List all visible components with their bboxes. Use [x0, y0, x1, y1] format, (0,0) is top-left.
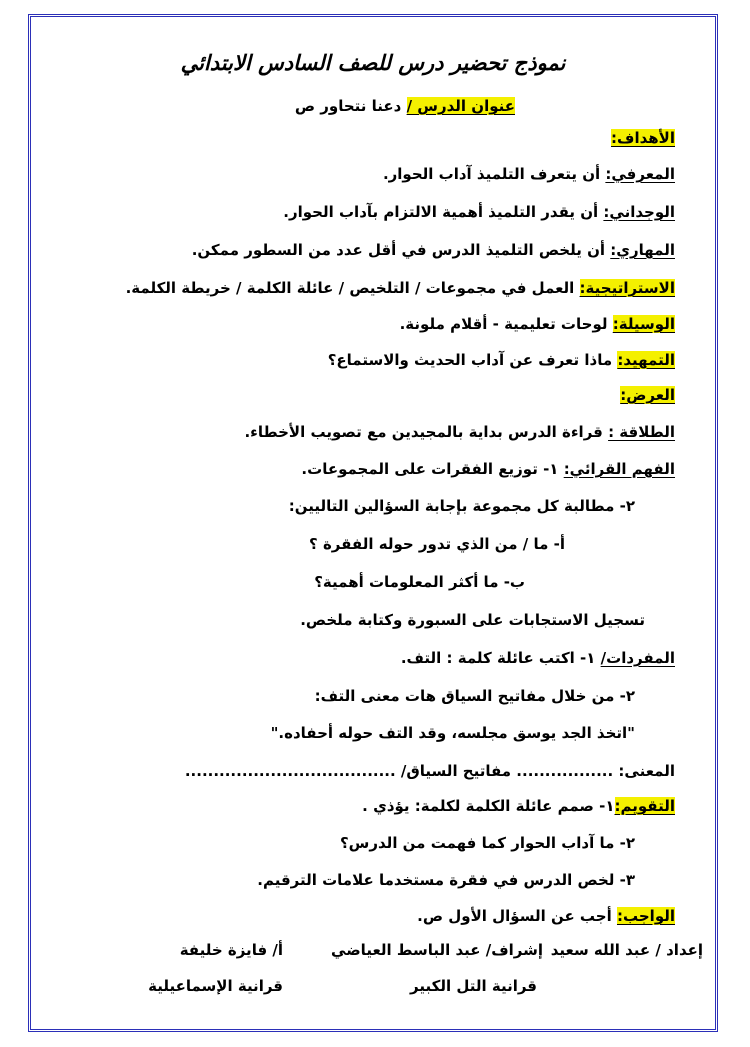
- lesson-title-value: دعنا نتحاور ص: [294, 97, 402, 115]
- vocab-text: ١- اكتب عائلة كلمة : التف.: [400, 649, 601, 667]
- homework-label: الواجب:: [616, 907, 675, 925]
- affective-text: أن يقدر التلميذ أهمية الالتزام بآداب الحوار.: [283, 203, 604, 221]
- comprehension-label: الفهم القرائي:: [563, 460, 675, 478]
- homework-text: أجب عن السؤال الأول ص.: [417, 907, 617, 925]
- fluency-label: الطلاقة :: [608, 423, 675, 441]
- affective-objective: [61, 201, 675, 223]
- page-title: نموذج تحضير درس للصف السادس الابتدائي: [180, 51, 566, 75]
- lesson-title-line: [61, 95, 515, 117]
- cognitive-objective: [61, 163, 675, 185]
- homework-line: [61, 905, 675, 927]
- presentation-heading: العرض:: [620, 386, 675, 404]
- evaluation-step-2: ٢- ما آداب الحوار كما فهمت من الدرس؟: [339, 834, 635, 852]
- comprehension-line: [61, 458, 675, 480]
- strategy-label: الاستراتيجية:: [579, 279, 675, 297]
- vocab-step-2: ٢- من خلال مفاتيح السياق هات معنى التف:: [314, 687, 635, 705]
- cognitive-text: أن يتعرف التلميذ آداب الحوار.: [382, 165, 606, 183]
- comprehension-record: تسجيل الاستجابات على السبورة وكتابة ملخص.: [300, 611, 645, 629]
- meaning-line: المعنى: ................. مفاتيح السياق/ .....................................: [184, 762, 675, 780]
- vocab-quote: "اتخذ الجد يوسق مجلسه، وقد التف حوله أحفاده.": [270, 724, 635, 742]
- strategy-line: [61, 277, 675, 299]
- lesson-title-label: عنوان الدرس /: [406, 97, 515, 115]
- fluency-line: [61, 421, 675, 443]
- objectives-heading: الأهداف:: [611, 129, 675, 147]
- evaluation-label: التقويم:: [614, 797, 675, 815]
- comprehension-step-2: ٢- مطالبة كل مجموعة بإجابة السؤالين التاليين:: [288, 497, 635, 515]
- page-frame: [28, 14, 718, 1032]
- evaluation-step-3: ٣- لخص الدرس في فقرة مستخدما علامات الترقيم.: [257, 871, 635, 889]
- vocab-line: [61, 647, 675, 669]
- comprehension-question-a: أ- ما / من الذي تدور حوله الفقرة ؟: [309, 535, 565, 553]
- supervised-by: إشراف/ عبد الباسط العياضي: [331, 941, 543, 959]
- means-line: [61, 313, 675, 335]
- presentation-heading-line: [61, 384, 675, 406]
- intro-text: ماذا تعرف عن آداب الحديث والاستماع؟: [327, 351, 618, 369]
- intro-label: التمهيد:: [617, 351, 675, 369]
- affective-label: الوجداني:: [603, 203, 675, 221]
- evaluation-text: ١- صمم عائلة الكلمة لكلمة: يؤذي .: [362, 797, 615, 815]
- skill-label: المهاري:: [610, 241, 675, 259]
- intro-line: [61, 349, 675, 371]
- teacher-name: أ/ فايزة خليفة: [179, 941, 283, 959]
- evaluation-line: [61, 795, 675, 817]
- objectives-heading-line: [61, 127, 675, 149]
- cognitive-label: المعرفي:: [605, 165, 675, 183]
- comprehension-question-b: ب- ما أكثر المعلومات أهمية؟: [314, 573, 525, 591]
- school-location-1: قرانية التل الكبير: [410, 977, 537, 995]
- comprehension-text: ١- توزيع الفقرات على المجموعات.: [301, 460, 564, 478]
- school-location-2: قرانية الإسماعيلية: [148, 977, 283, 995]
- vocab-label: المفردات/: [600, 649, 675, 667]
- fluency-text: قراءة الدرس بداية بالمجيدين مع تصويب الأخطاء.: [244, 423, 609, 441]
- strategy-text: العمل في مجموعات / التلخيص / عائلة الكلمة / خريطة الكلمة.: [125, 279, 580, 297]
- skill-text: أن يلخص التلميذ الدرس في أقل عدد من السطور ممكن.: [191, 241, 611, 259]
- means-text: لوحات تعليمية - أقلام ملونة.: [399, 315, 613, 333]
- skill-objective: [61, 239, 675, 261]
- prepared-by: إعداد / عبد الله سعيد: [550, 941, 703, 959]
- means-label: الوسيلة:: [612, 315, 675, 333]
